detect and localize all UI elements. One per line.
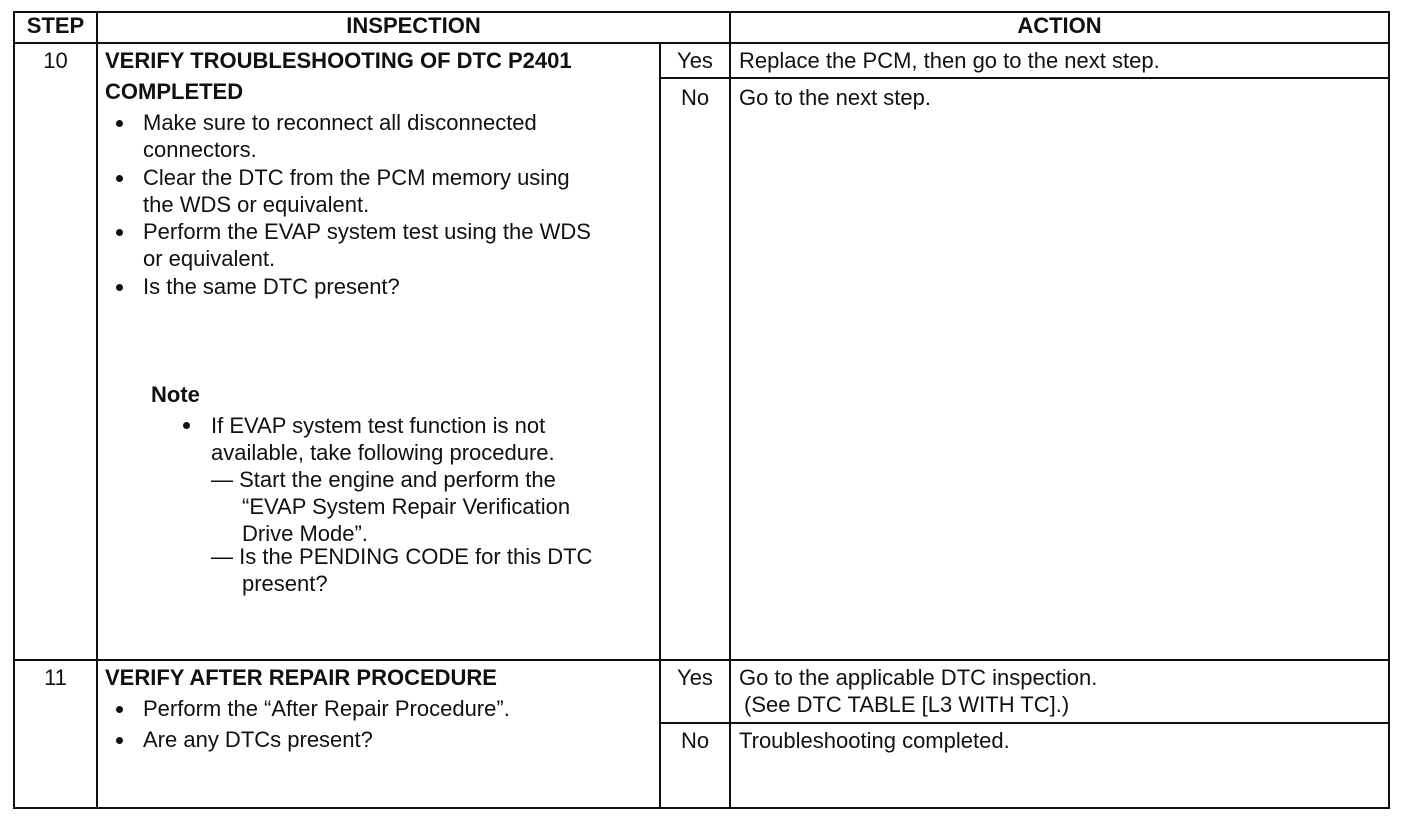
bullet-dot <box>183 422 190 429</box>
row10-bullet: Is the same DTC present? <box>143 274 400 299</box>
table-border-right <box>1388 11 1390 809</box>
bullet-dot <box>116 175 123 182</box>
bullet-dot <box>116 284 123 291</box>
row10-no-label: No <box>680 85 710 110</box>
row10-yes-action: Replace the PCM, then go to the next step. <box>739 48 1160 73</box>
note-bullet: If EVAP system test function is not <box>211 413 546 438</box>
header-action: ACTION <box>1017 13 1102 38</box>
bullet-dot <box>116 229 123 236</box>
yes-no-column-divider <box>659 42 661 809</box>
note-step: — Is the PENDING CODE for this DTC <box>211 544 593 569</box>
bullet-dot <box>116 706 123 713</box>
row11-no-action: Troubleshooting completed. <box>739 728 1010 753</box>
row10-bullet: or equivalent. <box>143 246 276 271</box>
note-step: — Start the engine and perform the <box>211 467 556 492</box>
row10-bullet: the WDS or equivalent. <box>143 192 370 217</box>
row-divider <box>13 659 1390 661</box>
row10-yes-no-divider <box>660 77 1390 79</box>
row10-bullet: Clear the DTC from the PCM memory using <box>143 165 570 190</box>
note-step: “EVAP System Repair Verification <box>242 494 571 519</box>
bullet-dot <box>116 737 123 744</box>
row10-no-action: Go to the next step. <box>739 85 932 110</box>
note-label: Note <box>151 382 200 407</box>
row10-bullet: connectors. <box>143 137 257 162</box>
row11-step-number: 11 <box>44 665 67 690</box>
header-step: STEP <box>26 13 85 38</box>
row11-bullet: Are any DTCs present? <box>143 727 373 752</box>
table-border-bottom <box>13 807 1390 809</box>
row10-title: VERIFY TROUBLESHOOTING OF DTC P2401 <box>105 48 572 73</box>
row11-yes-no-divider <box>660 722 1390 724</box>
header-divider <box>13 42 1390 44</box>
row11-yes-label: Yes <box>677 665 713 690</box>
bullet-dot <box>116 120 123 127</box>
note-bullet: available, take following procedure. <box>211 440 555 465</box>
row11-bullet: Perform the “After Repair Procedure”. <box>143 696 510 721</box>
row10-bullet: Make sure to reconnect all disconnected <box>143 110 537 135</box>
row10-bullet: Perform the EVAP system test using the WDS <box>143 219 591 244</box>
header-inspection: INSPECTION <box>346 13 481 38</box>
action-column-divider <box>729 11 731 809</box>
row11-title: VERIFY AFTER REPAIR PROCEDURE <box>105 665 497 690</box>
step-column-divider <box>96 11 98 809</box>
row10-step-number: 10 <box>43 48 68 73</box>
note-step: Drive Mode”. <box>242 521 368 546</box>
note-step: present? <box>242 571 328 596</box>
row10-title: COMPLETED <box>105 79 244 104</box>
row11-no-label: No <box>680 728 710 753</box>
dtc-table-reference: (See DTC TABLE [L3 WITH TC].) <box>744 692 1070 717</box>
row11-yes-action: Go to the applicable DTC inspection. <box>739 665 1098 690</box>
row10-yes-label: Yes <box>677 48 713 73</box>
